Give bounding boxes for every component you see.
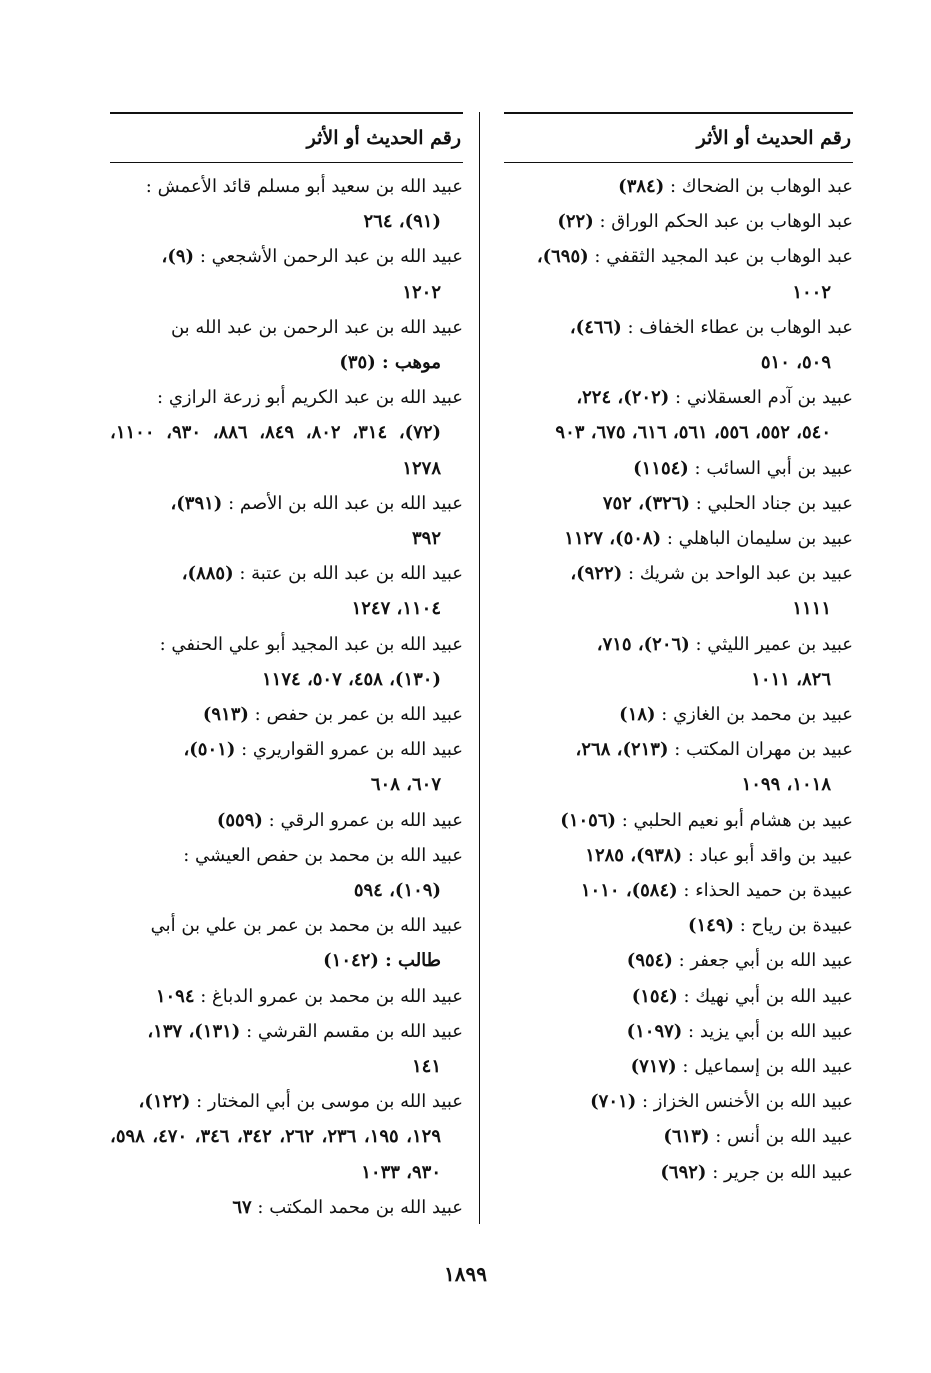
entry-name: عبد الوهاب بن عطاء الخفاف : <box>627 316 853 338</box>
index-entry <box>110 1190 463 1225</box>
entry-name: عبيد الله بن جرير : <box>712 1161 853 1183</box>
entry-refs: (١٨) <box>619 704 656 726</box>
entry-name: عبيدة بن رياح : <box>739 915 853 937</box>
index-entry <box>504 521 853 556</box>
index-entry <box>110 380 463 486</box>
index-entry <box>110 697 463 732</box>
entry-name: عبد الوهاب بن الضحاك : <box>669 176 853 197</box>
entry-refs: (٩١٣) <box>202 704 249 726</box>
entry-name: عبيد بن هشام أبو نعيم الحلبي : <box>621 809 853 831</box>
entry-continuation: طالب : (١٠٤٢) <box>323 950 441 972</box>
entry-refs: (٢٢) <box>557 211 594 233</box>
index-entry <box>504 486 853 521</box>
entry-refs: (١٤٩) <box>687 915 735 937</box>
index-entry <box>504 380 853 450</box>
index-entry <box>504 556 853 626</box>
index-entry <box>110 1014 463 1084</box>
index-entry <box>504 204 853 239</box>
left-entries <box>110 169 463 1225</box>
index-entry <box>110 1084 463 1190</box>
entry-refs: (٥٠١)، <box>183 739 236 761</box>
index-entry <box>110 556 463 626</box>
entry-continuation: موهب : (٣٥) <box>339 352 441 374</box>
entry-refs: (٨٨٥)، <box>181 563 234 585</box>
entry-refs: (١٢٢)، <box>138 1091 191 1113</box>
entry-name: عبيد الله بن محمد المكتب : <box>257 1196 463 1218</box>
page-number: ١٨٩٩ <box>444 1262 487 1286</box>
entry-name: عبيد الله بن أبي جعفر : <box>678 950 853 972</box>
entry-refs: (١٥٤) <box>631 985 678 1007</box>
index-entry <box>504 697 853 732</box>
entry-continuation: (٧٢)، ٣١٤، ٨٠٢، ٨٤٩، ٨٨٦، ٩٣٠، ١١٠٠، ١٢٧٨ <box>110 422 442 479</box>
entry-continuation: ٥٤٠، ٥٥٢، ٥٥٦، ٥٦١، ٦١٦، ٦٧٥، ٩٠٣ <box>555 422 831 444</box>
entry-name: عبيد الله بن موسى بن أبي المختار : <box>196 1091 463 1113</box>
index-entry <box>110 979 463 1014</box>
entry-name: عبد الوهاب بن عبد الحكم الوراق : <box>599 211 853 233</box>
entry-refs: (٢٠٢)، ٢٢٤، <box>576 387 670 409</box>
entry-continuation: ١٢٠٢ <box>402 281 441 303</box>
entry-refs: (٣٨٤) <box>618 176 665 197</box>
entry-continuation: ٨٢٦، ١٠١١ <box>751 668 831 690</box>
index-entry <box>504 873 853 908</box>
entry-name: عبيد بن عبد الواحد بن شريك : <box>627 563 853 585</box>
index-entry <box>110 169 463 239</box>
entry-name: عبيد الله بن أبي يزيد : <box>688 1020 853 1042</box>
entry-name: عبيد الله بن الأخنس الخزاز : <box>641 1091 853 1113</box>
entry-name: عبيد الله بن محمد بن حفص العيشي : <box>183 844 463 866</box>
entry-name: عبيد الله بن محمد بن عمرو الدباغ : <box>200 985 463 1007</box>
entry-name: عبيد الله بن مقسم القرشي : <box>246 1020 463 1042</box>
entry-refs: (٧١٧) <box>630 1056 677 1078</box>
entry-continuation: ٣٩٢ <box>411 528 441 550</box>
entry-refs: (٥٠٨)، ١١٢٧ <box>564 528 662 550</box>
entry-refs: (١٣١)، ١٣٧، <box>147 1020 241 1042</box>
entry-continuation: ٦٠٧، ٦٠٨ <box>370 774 441 796</box>
entry-name: عبيدة بن حميد الحذاء : <box>683 880 853 902</box>
entry-continuation: ١٤١ <box>411 1056 441 1078</box>
entry-refs: (٢١٣)، ٢٦٨، <box>575 739 669 761</box>
entry-name: عبيد بن عمير الليثي : <box>695 633 853 655</box>
entry-name: عبيد بن أبي السائب : <box>694 457 853 479</box>
index-entry <box>110 486 463 556</box>
entry-refs: (١٠٥٦) <box>560 809 617 831</box>
index-entry <box>504 1119 853 1154</box>
entry-name: عبيد بن آدم العسقلاني : <box>675 387 853 409</box>
index-entry <box>504 732 853 802</box>
entry-refs: (٥٥٩) <box>216 809 263 831</box>
entry-name: عبد الوهاب بن عبد المجيد الثقفي : <box>594 246 853 268</box>
index-entry <box>504 1155 853 1190</box>
left-column <box>110 112 463 1225</box>
entry-name: عبيد بن جناد الحلبي : <box>695 492 853 514</box>
left-column-header <box>110 112 463 163</box>
entry-continuation: (٩١)، ٢٦٤ <box>363 211 441 233</box>
entry-refs: (٢٠٦)، ٧١٥، <box>596 633 690 655</box>
entry-refs: (٣٢٦)، ٧٥٢ <box>602 492 690 514</box>
entry-refs: (٩٣٨)، ١٢٨٥ <box>585 844 683 866</box>
index-entry <box>504 451 853 486</box>
column-divider <box>479 112 480 1224</box>
index-entry <box>504 1014 853 1049</box>
entry-refs: (٩)، <box>161 246 195 268</box>
entry-name: عبيد الله بن عبد الله بن الأصم : <box>228 492 463 514</box>
index-entry <box>110 732 463 802</box>
entry-refs: (٣٩١)، <box>170 492 223 514</box>
entry-name: عبيد الله بن عبد المجيد أبو علي الحنفي : <box>159 633 463 655</box>
entry-refs: (٥٨٤)، ١٠١٠ <box>580 880 678 902</box>
index-entry <box>110 239 463 309</box>
right-column-title: رقم الحديث أو الأثر <box>696 127 851 149</box>
entry-continuation: ١١٠٤، ١٢٤٧ <box>351 598 441 620</box>
index-entry <box>110 803 463 838</box>
index-entry <box>110 310 463 380</box>
index-entry <box>504 943 853 978</box>
entry-refs: ٦٧ <box>232 1196 252 1218</box>
entry-name: عبيد الله بن إسماعيل : <box>682 1056 853 1078</box>
entry-refs: (١٠٩٧) <box>626 1020 683 1042</box>
right-column-header <box>504 112 853 163</box>
entry-continuation: ١٠١٨، ١٠٩٩ <box>741 774 831 796</box>
entry-name: عبيد الله بن أبي نهيك : <box>683 985 853 1007</box>
entry-refs: (٦٩٥)، <box>536 246 589 268</box>
entry-name: عبيد بن مهران المكتب : <box>674 739 853 761</box>
entry-refs: (٤٦٦)، <box>569 316 622 338</box>
entry-name: عبيد الله بن عمرو الرقي : <box>268 809 463 831</box>
index-entry <box>110 908 463 978</box>
entry-refs: (٧٠١) <box>590 1091 637 1113</box>
entry-name: عبيد الله بن عمر بن حفص : <box>254 704 463 726</box>
left-column-title: رقم الحديث أو الأثر <box>306 127 461 149</box>
entry-refs: (٦١٣) <box>663 1126 710 1148</box>
entry-name: عبيد الله بن أنس : <box>715 1126 853 1148</box>
index-entry <box>504 1084 853 1119</box>
index-entry <box>504 908 853 943</box>
index-entry <box>504 838 853 873</box>
entry-refs: (٦٩٢) <box>660 1161 707 1183</box>
entry-name: عبيد الله بن عبد الكريم أبو زرعة الرازي : <box>157 387 463 409</box>
index-entry <box>504 169 853 204</box>
entry-continuation: (١٠٩)، ٥٩٤ <box>353 880 441 902</box>
entry-name: عبيد الله بن عبد الرحمن الأشجعي : <box>199 246 463 268</box>
entry-name: عبيد الله بن عمرو القواريري : <box>241 739 463 761</box>
entry-continuation: ١٢٩، ١٩٥، ٢٣٦، ٢٦٢، ٣٤٢، ٣٤٦، ٤٧٠، ٥٩٨، ٩٣٠، ١٠٣٣ <box>110 1126 442 1183</box>
entry-name: عبيد الله بن عبد الرحمن بن عبد الله بن <box>170 316 463 338</box>
right-entries <box>504 169 853 1190</box>
entry-refs: ١٠٩٤ <box>155 985 195 1007</box>
entry-continuation: ٥٠٩، ٥١٠ <box>760 352 831 374</box>
entry-continuation: ١١١١ <box>792 598 831 620</box>
index-entry <box>504 1049 853 1084</box>
entry-name: عبيد بن سليمان الباهلي : <box>666 528 853 550</box>
entry-name: عبيد الله بن محمد بن عمر بن علي بن أبي <box>150 915 463 937</box>
entry-refs: (٩٥٤) <box>626 950 673 972</box>
right-column <box>504 112 853 1190</box>
entry-name: عبيد بن محمد بن الغازي : <box>661 704 853 726</box>
index-entry <box>110 627 463 697</box>
entry-continuation: (١٣٠)، ٤٥٨، ٥٠٧، ١١٧٤ <box>262 668 441 690</box>
index-entry <box>504 239 853 309</box>
index-entry <box>504 310 853 380</box>
entry-refs: (١١٥٤) <box>633 457 689 479</box>
entry-name: عبيد بن واقد أبو عباد : <box>687 844 853 866</box>
index-entry <box>504 627 853 697</box>
index-entry <box>504 803 853 838</box>
entry-name: عبيد الله بن عبد الله بن عتبة : <box>239 563 463 585</box>
index-entry <box>504 979 853 1014</box>
index-entry <box>110 838 463 908</box>
entry-continuation: ١٠٠٢ <box>792 281 831 303</box>
entry-name: عبيد الله بن سعيد أبو مسلم قائد الأعمش : <box>145 176 463 197</box>
entry-refs: (٩٢٢)، <box>570 563 623 585</box>
